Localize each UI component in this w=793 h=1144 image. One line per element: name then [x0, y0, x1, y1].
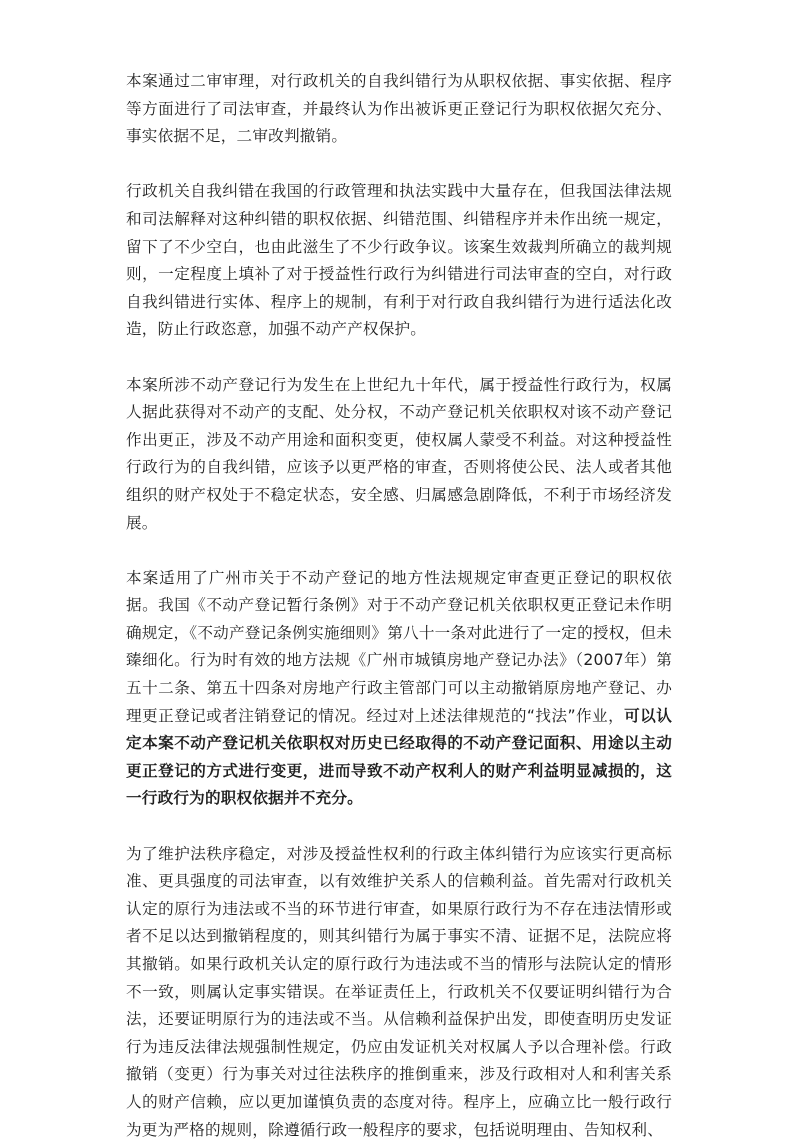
paragraph-2	[126, 178, 672, 344]
paragraph-5	[126, 841, 672, 1144]
paragraph-3	[126, 372, 672, 538]
paragraph-4	[126, 565, 672, 813]
paragraph-4-text: 本案适用了广州市关于不动产登记的地方性法规规定审查更正登记的职权依据。我国《不动产登记暂行条例》对于不动产登记机关依职权更正登记未作明确规定，《不动产登记条例实施细则》第八十一条对此进行了一定的授权，但未臻细化。行为时有效的地方法规《广州市城镇房地产登记办法》（2007年）第五十二条、第五十四条对房地产行政主管部门可以主动撤销原房地产登记、办理更正登记或者注销登记的情况。经过对上述法律规范的“找法”作业，	[126, 568, 672, 725]
paragraph-1	[126, 68, 672, 151]
paragraph-5-text: 为了维护法秩序稳定，对涉及授益性权利的行政主体纠错行为应该实行更高标准、更具强度的司法审查，以有效维护关系人的信赖利益。首先需对行政机关认定的原行为违法或不当的环节进行审查，如果原行政行为不存在违法情形或者不足以达到撤销程度的，则其纠错行为属于事实不清、证据不足，法院应将其撤销。如果行政机关认定的原行政行为违法或不当的情形与法院认定的情形不一致，则属认定事实错误。在举证责任上，行政机关不仅要证明纠错行为合法，还要证明原行为的违法或不当。从信赖利益保护出发，即使查明历史发证行为违反法律法规强制性规定，仍应由发证机关对权属人予以合理补偿。行政撤销（变更）行为事关对过往法秩序的推倒重来，涉及行政相对人和利害关系人的财产信赖，应以更加谨慎负责的态度对待。程序上，应确立比一般行政行为更为严格的规则，除遵循行政一般程序的要求，包括说明理由、告知权利、	[126, 844, 672, 1139]
paragraph-4-bold-conclusion: 可以认定本案不动产登记机关依职权对历史已经取得的不动产登记面积、用途以主动更正登记的方式进行变更，进而导致不动产权利人的财产利益明显减损的，这一行政行为的职权依据并不充分。	[126, 706, 672, 808]
paragraph-1-text: 本案通过二审审理，对行政机关的自我纠错行为从职权依据、事实依据、程序等方面进行了司法审查，并最终认为作出被诉更正登记行为职权依据欠充分、事实依据不足，二审改判撤销。	[126, 72, 672, 146]
paragraph-3-text: 本案所涉不动产登记行为发生在上世纪九十年代，属于授益性行政行为，权属人据此获得对不动产的支配、处分权，不动产登记机关依职权对该不动产登记作出更正，涉及不动产用途和面积变更，使权属人蒙受不利益。对这种授益性行政行为的自我纠错，应该予以更严格的审查，否则将使公民、法人或者其他组织的财产权处于不稳定状态，安全感、归属感急剧降低，不利于市场经济发展。	[126, 375, 672, 532]
document-body	[126, 0, 672, 1144]
paragraph-2-text: 行政机关自我纠错在我国的行政管理和执法实践中大量存在，但我国法律法规和司法解释对这种纠错的职权依据、纠错范围、纠错程序并未作出统一规定，留下了不少空白，也由此滋生了不少行政争议。该案生效裁判所确立的裁判规则，一定程度上填补了对于授益性行政行为纠错进行司法审查的空白，对行政自我纠错进行实体、程序上的规制，有利于对行政自我纠错行为进行适法化改造，防止行政恣意，加强不动产产权保护。	[126, 182, 672, 339]
